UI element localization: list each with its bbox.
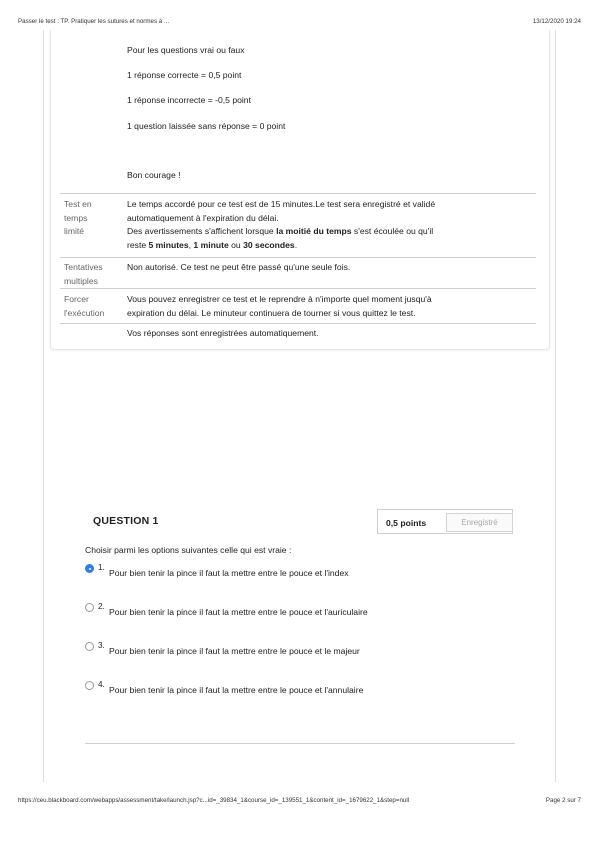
timed-text-part: ou	[228, 239, 244, 250]
question-title: QUESTION 1	[93, 515, 159, 527]
print-header-title: Passer le test : TP. Pratiquer les sutures et normes à ...	[18, 18, 170, 25]
row-text-timed	[127, 198, 537, 252]
print-footer-page: Page 2 sur 7	[545, 797, 581, 804]
row-text-autosave: Vos réponses sont enregistrées automatiquement.	[127, 328, 319, 338]
instruction-true-false: Pour les questions vrai ou faux	[127, 45, 245, 55]
option-text: Pour bien tenir la pince il faut la mettre entre le pouce et l'auriculaire	[109, 607, 368, 617]
print-header-datetime: 13/12/2020 19:24	[532, 18, 581, 25]
question-prompt: Choisir parmi les options suivantes celle qui est vraie :	[85, 545, 292, 555]
timed-text-bold: 1 minute	[193, 239, 229, 250]
radio-button-selected[interactable]	[85, 564, 94, 573]
row-label-force	[64, 293, 122, 320]
instruction-good-luck: Bon courage !	[127, 170, 181, 180]
option-number: 2.	[98, 602, 105, 611]
option-text: Pour bien tenir la pince il faut la mettre entre le pouce et l'annulaire	[109, 685, 364, 695]
timed-text-line: automatiquement à l'expiration du délai.	[127, 212, 279, 223]
timed-text-bold: 5 minutes	[148, 239, 189, 250]
divider	[60, 288, 536, 289]
row-label-attempts	[64, 261, 122, 288]
row-label-timed-line: temps	[64, 212, 88, 223]
divider	[60, 193, 536, 194]
row-label-force-line: l'exécution	[64, 307, 105, 318]
timed-text-part: reste	[127, 239, 149, 250]
row-label-attempts-line: Tentatives	[64, 262, 103, 272]
row-text-attempts: Non autorisé. Ce test ne peut être passé qu'une seule fois.	[127, 262, 351, 272]
timed-text-part: s'est écoulée ou qu'il	[351, 226, 434, 236]
option-number: 1.	[98, 563, 105, 572]
force-text-line: Vous pouvez enregistrer ce test et le reprendre à n'importe quel moment jusqu'à	[127, 294, 432, 304]
row-text-force	[127, 293, 537, 320]
option-number: 3.	[98, 641, 105, 650]
timed-text-line: Le temps accordé pour ce test est de 15 minutes.Le test sera enregistré et validé	[127, 199, 436, 209]
row-label-timed-line: Test en	[64, 199, 92, 209]
divider	[60, 257, 536, 258]
print-footer-url: https://ceu.blackboard.com/webapps/assessment/take/launch.jsp?c...id=_39834_1&course_id=_139551_1&content_id=_1679622_1&step=null	[18, 797, 410, 804]
radio-button[interactable]	[85, 642, 94, 651]
timed-text-part: ,	[188, 239, 194, 250]
row-label-attempts-line: multiples	[64, 275, 98, 286]
save-status-button[interactable]: Enregistré	[446, 513, 513, 532]
row-label-force-line: Forcer	[64, 294, 89, 304]
page-border-right	[555, 30, 556, 782]
row-label-timed	[64, 198, 122, 239]
timed-text-part: .	[294, 239, 298, 250]
question-points: 0,5 points	[386, 518, 427, 528]
force-text-line: expiration du délai. Le minuteur continuera de tourner si vous quittez le test.	[127, 307, 416, 318]
instruction-correct: 1 réponse correcte = 0,5 point	[127, 70, 242, 80]
timed-text-line	[127, 225, 537, 239]
radio-button[interactable]	[85, 681, 94, 690]
option-text: Pour bien tenir la pince il faut la mettre entre le pouce et le majeur	[109, 646, 360, 656]
divider	[60, 323, 536, 324]
timed-text-part: Des avertissements s'affichent lorsque	[127, 226, 277, 236]
option-number: 4.	[98, 680, 105, 689]
option-text: Pour bien tenir la pince il faut la mettre entre le pouce et l'index	[109, 568, 349, 578]
timed-text-bold: la moitié du temps	[276, 226, 352, 236]
timed-text-line	[127, 239, 537, 253]
timed-text-bold: 30 secondes	[243, 239, 295, 250]
instruction-incorrect: 1 réponse incorrecte = -0,5 point	[127, 95, 251, 105]
page-border-left	[43, 30, 44, 782]
row-label-timed-line: limité	[64, 226, 85, 236]
instruction-unanswered: 1 question laissée sans réponse = 0 point	[127, 121, 286, 131]
radio-button[interactable]	[85, 603, 94, 612]
question-divider	[85, 743, 515, 744]
